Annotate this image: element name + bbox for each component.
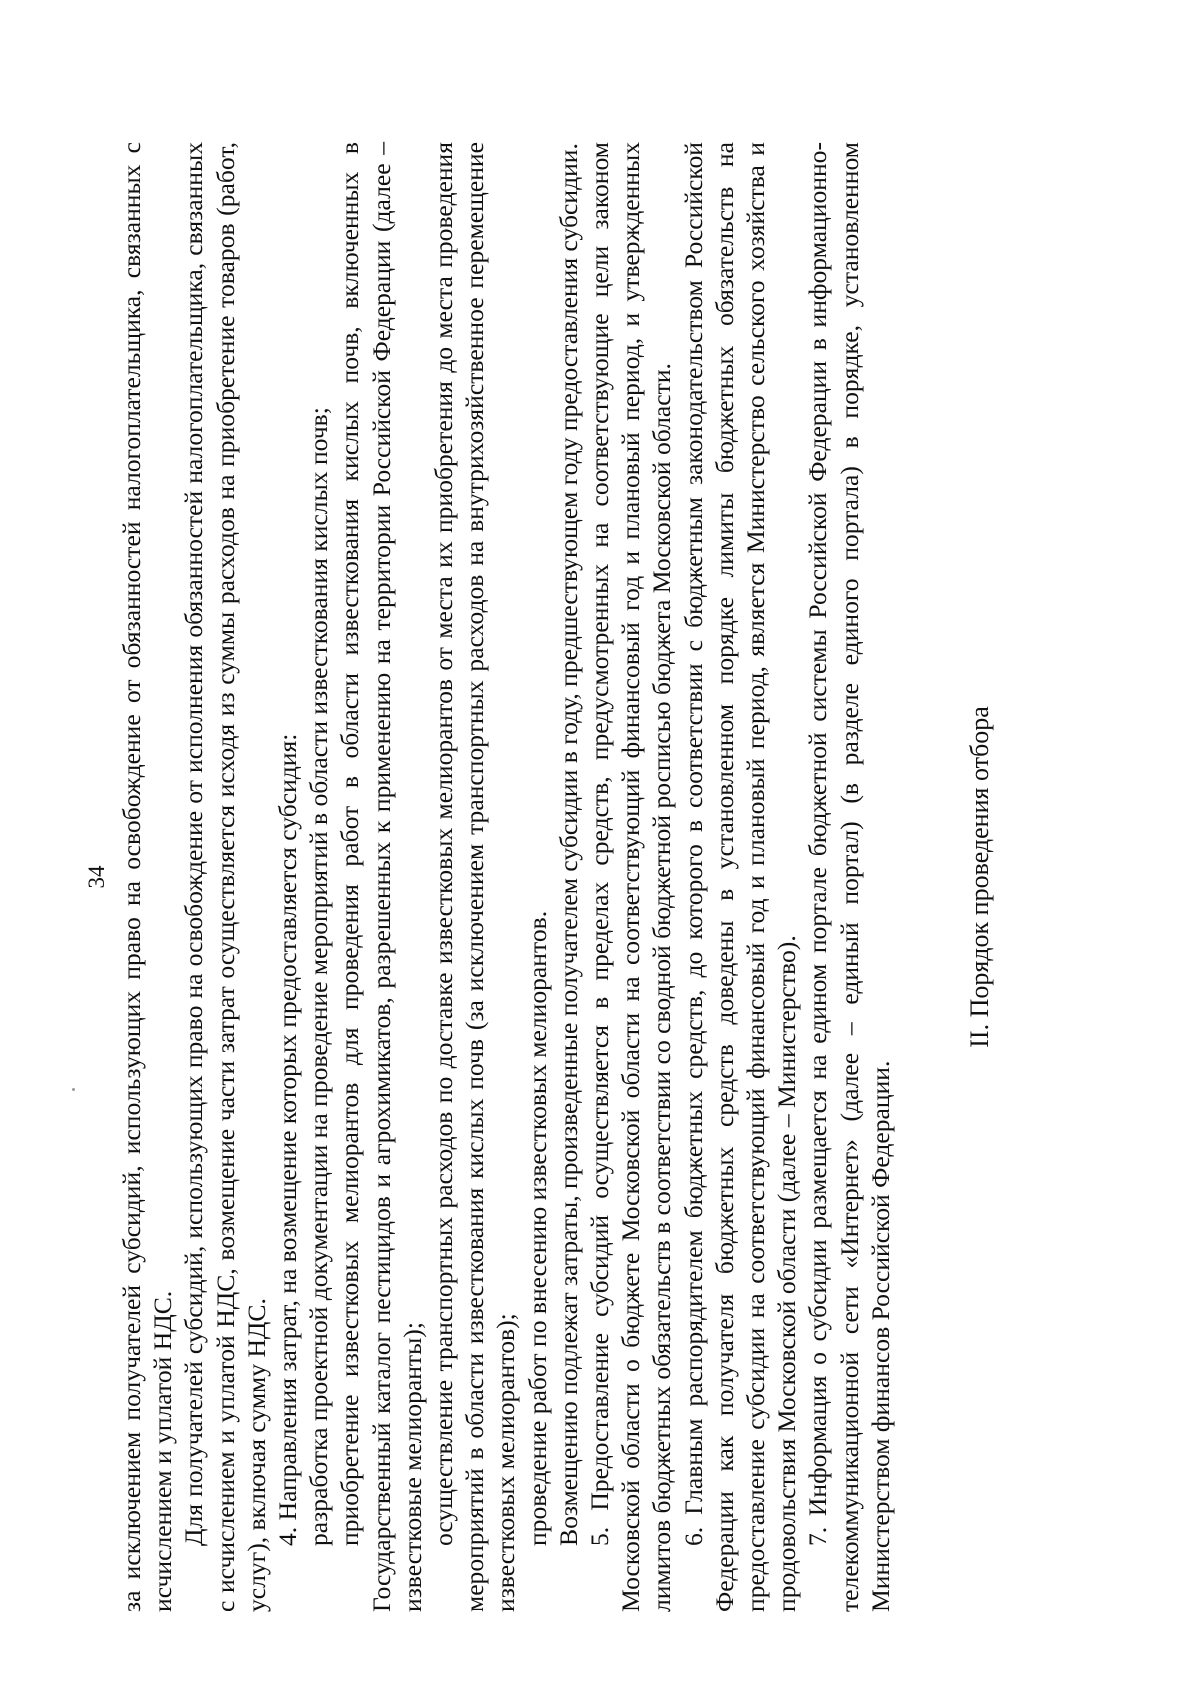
- rotated-page-content: [84, 142, 1010, 1612]
- scan-speck: [72, 1088, 75, 1091]
- document-body: [116, 142, 995, 1612]
- paragraph-vat-exception-continued: за исключением получателей субсидий, использующих право на освобождение от обязанностей налогоплательщика, связанных с исчислением и уплатой НДС.: [117, 142, 178, 1612]
- paragraph-vat-exempt-recipients: Для получателей субсидий, использующих право на освобождение от исполнения обязанностей налогоплательщика, связанных с исчислением и уплатой НДС, возмещение части затрат осуществляется исходя из суммы расходов на приобретение товаров (работ, услуг), включая сумму НДС.: [179, 142, 271, 1612]
- paragraph-clause-7: 7. Информация о субсидии размещается на едином портале бюджетной системы Российской Федерации в информационно-телекоммуникационной сети «Интернет» (далее – единый портал) (в разделе единого портала) в порядке, установленном Министерством финансов Российской Федерации.: [803, 142, 895, 1612]
- paragraph-clause-6: 6. Главным распорядителем бюджетных средств, до которого в соответствии с бюджетным законодательством Российской Федерации как получателя бюджетных средств доведены в установленном порядке лимиты бюджетных обязательств на предоставление субсидии на соответствующий финансовый год и плановый период, является Министерство сельского хозяйства и продовольствия Московской области (далее – Министерство).: [678, 142, 802, 1612]
- paragraph-cost-directions-heading: 4. Направления затрат, на возмещение которых предоставляется субсидия:: [273, 733, 303, 1546]
- paragraph-clause-5: 5. Предоставление субсидий осуществляется в пределах средств, предусмотренных на соответствующие цели законом Московской области о бюджете Московской области на соответствующий финансовый год и плановый период, и утвержденных лимитов бюджетных обязательств в соответствии со сводной бюджетной росписью бюджета Московской области.: [585, 142, 677, 1612]
- paragraph-reimbursable-year: Возмещению подлежат затраты, произведенные получателем субсидии в году, предшествующем году предоставления субсидии.: [553, 143, 583, 1546]
- list-item-transport-expenses: осуществление транспортных расходов по доставке известковых мелиорантов от места их приобретения до места проведения мероприятий в области известкования кислых почв (за исключением транспортных расходов на внутрихозяйственное перемещение известковых мелиорантов);: [429, 142, 521, 1612]
- page-number: 34: [84, 865, 109, 889]
- list-item-project-documentation: разработка проектной документации на проведение мероприятий в области известкования кислых почв;: [304, 407, 334, 1546]
- section-heading: II. Порядок проведения отбора: [965, 706, 995, 1048]
- list-item-lime-ameliorants-purchase: приобретение известковых мелиорантов для проведения работ в области известкования кислых почв, включенных в Государственный каталог пестицидов и агрохимикатов, разрешенных к применению на территории Российской Федерации (далее – известковые мелиоранты);: [335, 142, 427, 1612]
- list-item-application-works: проведение работ по внесению известковых мелиорантов.: [522, 910, 552, 1546]
